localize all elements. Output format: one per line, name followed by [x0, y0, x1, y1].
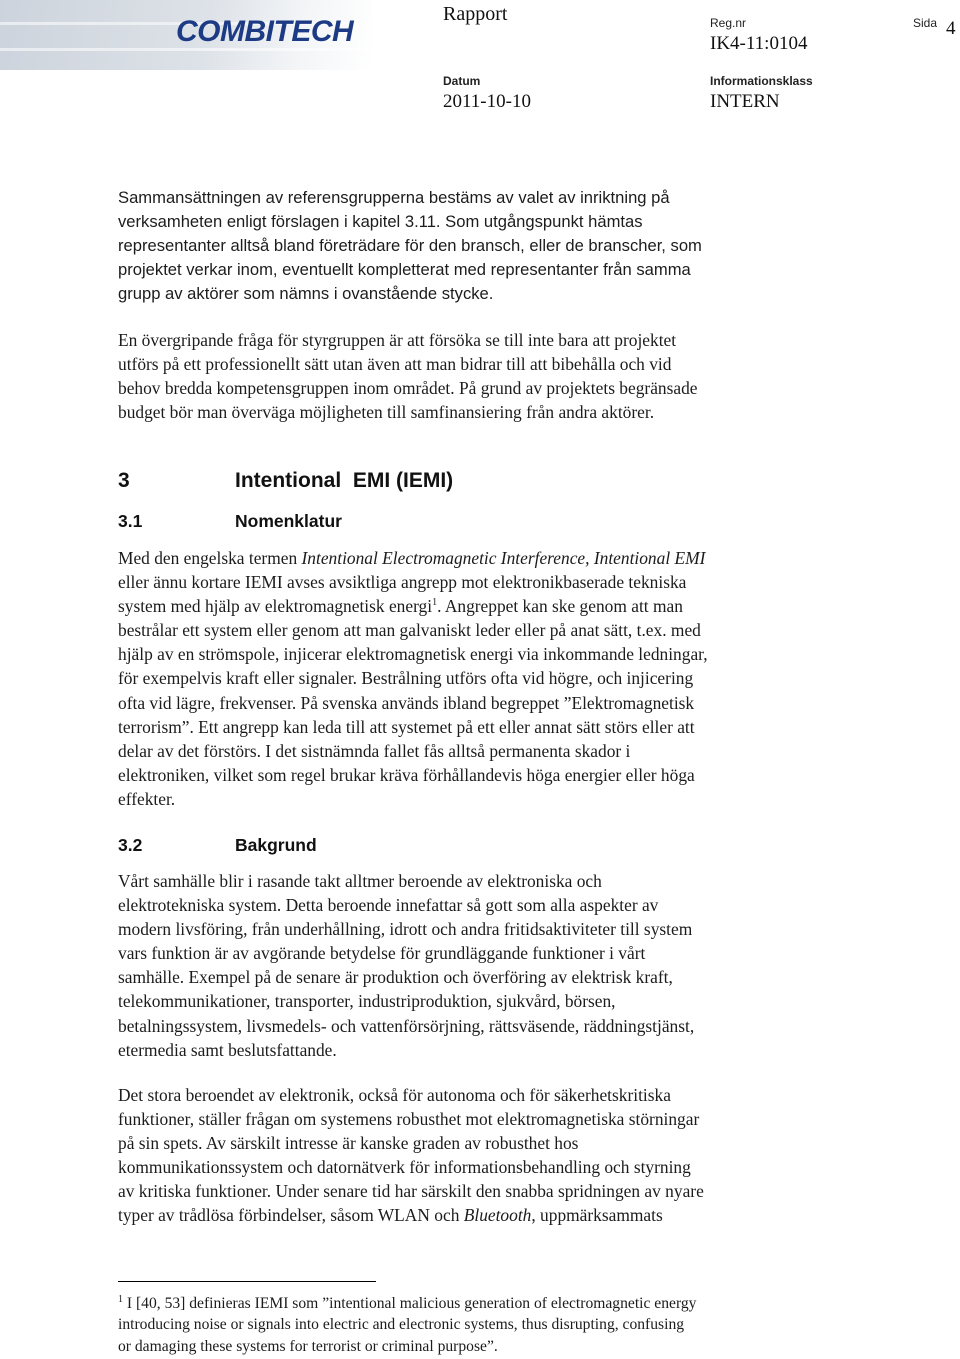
footnote [118, 1293, 858, 1357]
text-line: betalningssystem, livsmedels- och vattenförsörjning, rättsväsende, räddningstjänst, [118, 1015, 695, 1036]
text-line: Med den engelska termen Intentional Electromagnetic Interference, Intentional EMI [118, 548, 706, 568]
paragraph-nomenklatur [118, 546, 858, 811]
text-line: En övergripande fråga för styrgruppen är att försöka se till inte bara att projektet [118, 330, 677, 350]
date-label: Datum [443, 74, 481, 88]
page-label: Sida [913, 16, 938, 30]
text-line: ofta vid lägre, frekvenser. På svenska används ibland begreppet ”Elektromagnetisk [118, 692, 695, 713]
text-line: telekommunikationer, transporter, industriproduktion, sjukvård, börsen, [118, 991, 616, 1012]
text-line: samhälle. Exempel på de senare är produktion och överföring av elektrisk kraft, [118, 967, 673, 988]
text-line: hjälp av en strömspole, injicerar elektromagnetisk energi via inkommande ledningar, [118, 644, 708, 665]
text-line: etermedia samt beslutsfattande. [118, 1039, 337, 1060]
text-line: Vårt samhälle blir i rasande takt alltmer beroende av elektroniska och [118, 871, 602, 891]
paragraph-bakgrund-1 [118, 869, 858, 1062]
paragraph-styrgrupp [118, 328, 858, 424]
page-number: 4 [946, 18, 956, 39]
text-line: elektroniken, vilket som regel brukar kräva förhållandevis höga energier eller höga [118, 764, 695, 785]
logo-text: COMBITECH [176, 15, 354, 48]
regnr-label: Reg.nr [710, 16, 747, 30]
bluetooth-term: Bluetooth [463, 1205, 532, 1226]
section-3-1-number: 3.1 [118, 511, 143, 531]
footnote-line: or damaging these systems for terrorist or criminal purpose”. [118, 1337, 498, 1355]
text-line: behov bredda kompetensgruppen inom området. På grund av projektets begränsade [118, 378, 698, 399]
text-line: funktioner, ställer frågan om systemens robusthet mot elektromagnetiska störningar [118, 1109, 700, 1130]
paragraph-referensgrupper [118, 186, 858, 306]
text-line: Det stora beroendet av elektronik, också för autonoma och för säkerhetskritiska [118, 1085, 671, 1105]
paragraph-bakgrund-2 [118, 1083, 858, 1228]
text-line: på sin spets. Av särskilt intresse är kanske graden av robusthet hos [118, 1133, 579, 1154]
date-value: 2011-10-10 [443, 91, 531, 112]
text-line: grupp av aktörer som nämns i ovanstående stycke. [118, 284, 494, 304]
text-line: utförs på ett professionellt sätt utan även att man bidrar till att bibehålla och vid [118, 354, 672, 375]
iemi-term: Intentional Electromagnetic Interference, Intentional EMI [301, 548, 706, 568]
text-line: vars funktion är av avgörande betydelse för grundläggande funktioner i vårt [118, 943, 646, 964]
text-line: bestrålar ett system eller genom att man galvaniskt leder eller på anat sätt, t.ex. med [118, 620, 701, 641]
text-line: budget bör man överväga möjligheten till samfinansiering från andra aktörer. [118, 402, 655, 423]
text-line: verksamheten enligt förslagen i kapitel 3.11. Som utgångspunkt hämtas [118, 212, 643, 232]
text-line: terrorism”. Ett angrepp kan leda till att systemet på ett eller annat sätt störs eller att [118, 716, 695, 737]
text-line: projektet verkar inom, eventuellt kompletterat med representanter från samma [118, 260, 691, 280]
regnr-value: IK4-11:0104 [710, 33, 808, 54]
text-line: Sammansättningen av referensgrupperna bestäms av valet av inriktning på [118, 188, 670, 207]
text-line: modern livsföring, från underhållning, idrott och andra fritidsaktiviteter till system [118, 919, 693, 940]
text-line: representanter alltså bland företrädare för den bransch, eller de branscher, som [118, 236, 702, 256]
section-3-2-title: Bakgrund [235, 835, 317, 855]
text-line: eller ännu kortare IEMI avses avsiktliga angrepp mot elektronikbaserade tekniska [118, 572, 687, 593]
info-class-value: INTERN [710, 91, 780, 112]
section-3-1-title: Nomenklatur [235, 511, 342, 531]
section-3-2-number: 3.2 [118, 835, 143, 855]
text-line: typer av trådlösa förbindelser, såsom WLAN och Bluetooth, uppmärksammats [118, 1205, 663, 1226]
text-line: för exempelvis kraft eller signaler. Bestrålning utförs ofta vid högre, och injicering [118, 668, 694, 689]
footnote-line: introducing noise or signals into electric and electronic systems, thus disrupting, confusing [118, 1316, 685, 1334]
footnote-reference[interactable]: 1 [432, 597, 438, 609]
document-type: Rapport [443, 3, 508, 25]
section-3-title: Intentional EMI (IEMI) [235, 469, 454, 492]
text-line: kommunikationssystem och datornätverk för informationsbehandling och styrning [118, 1157, 691, 1178]
footnote-separator [118, 1281, 376, 1282]
footnote-line: $^1$ I [40, 53] definieras IEMI som ”intentional malicious generation of electromagnetic energy [118, 1293, 697, 1312]
text-line: system med hjälp av elektromagnetisk energi$^1$. Angreppet kan ske genom att man [118, 596, 683, 617]
company-logo [0, 0, 372, 70]
footnote-marker: 1 [118, 1293, 123, 1305]
text-line: elektrotekniska system. Detta beroende innefattar så gott som alla aspekter av [118, 895, 659, 916]
section-3-number: 3 [118, 469, 130, 492]
text-line: delar av det förstörs. I det sistnämnda fallet fås alltså permanenta skador i [118, 740, 631, 761]
text-line: av kritiska funktioner. Under senare tid har särskilt den snabba spridningen av nyare [118, 1181, 704, 1202]
text-line: effekter. [118, 788, 176, 809]
info-class-label: Informationsklass [710, 74, 813, 88]
